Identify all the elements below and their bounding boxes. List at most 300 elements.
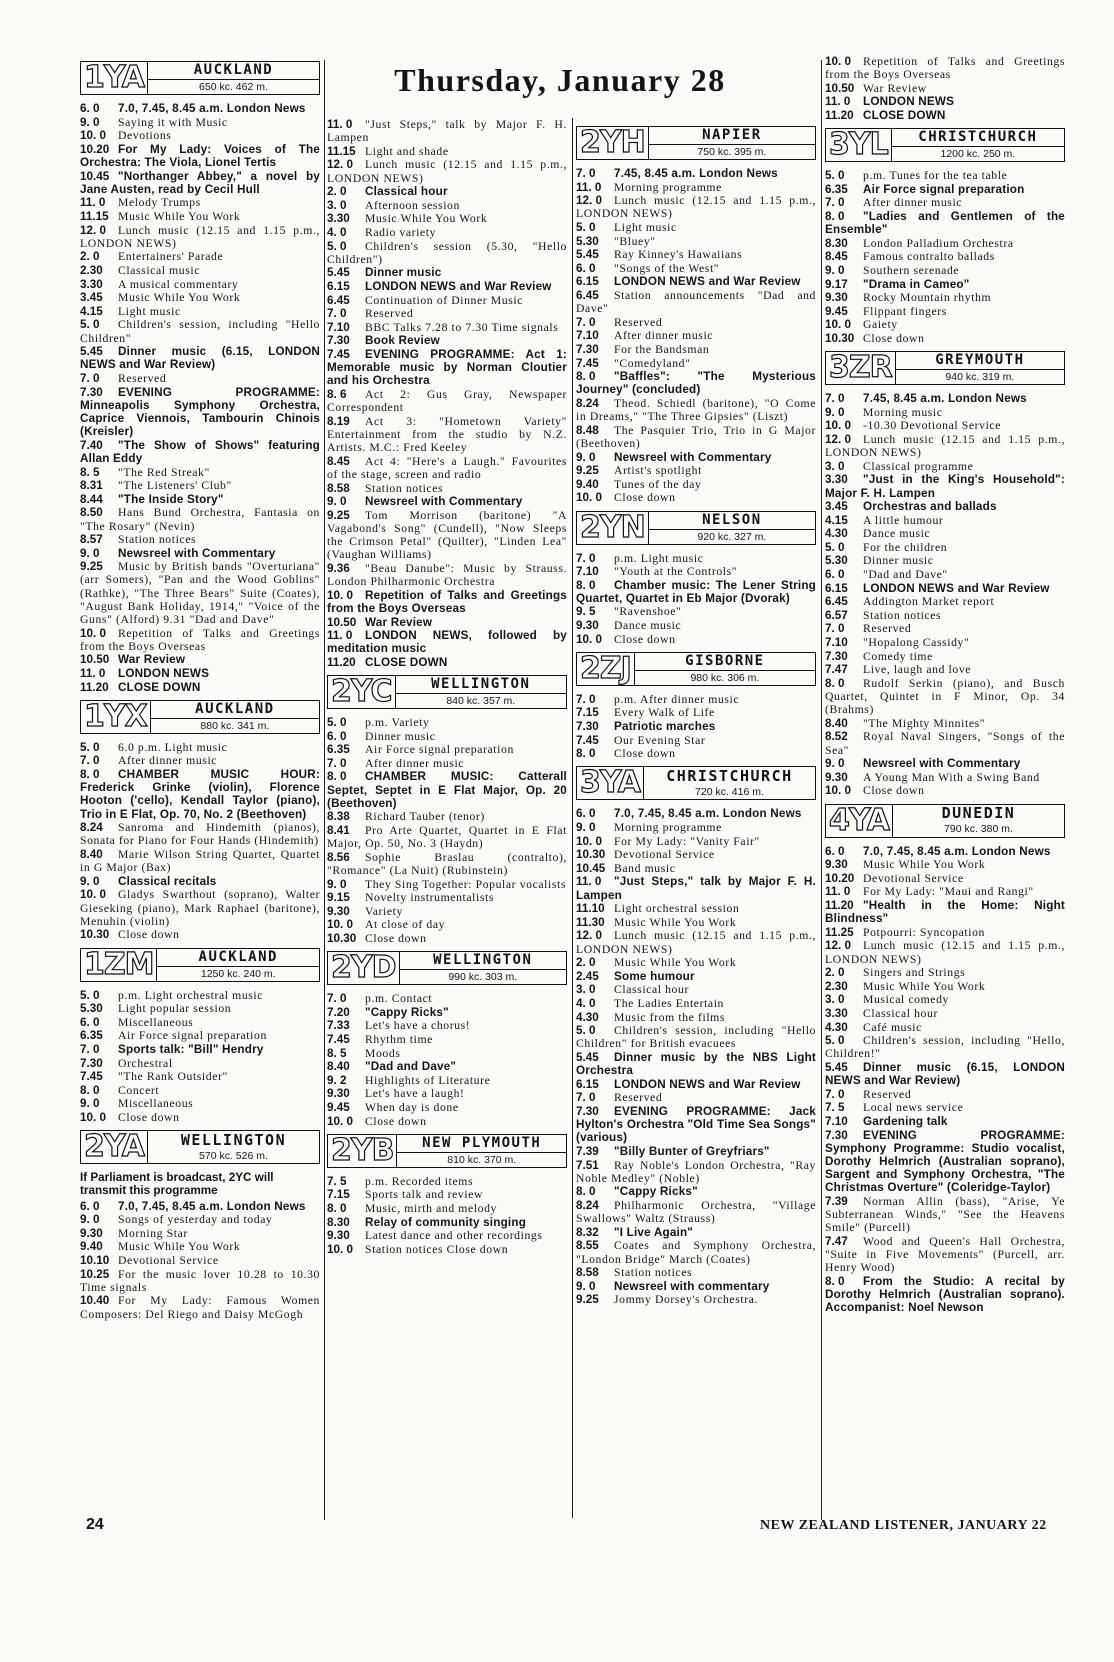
programme-text: War Review xyxy=(365,615,433,629)
programme-text: Close down xyxy=(614,491,676,505)
programme-time: 9. 0 xyxy=(327,495,347,509)
programme-text: "The Red Streak" xyxy=(118,465,210,479)
programme-time: 11.25 xyxy=(825,925,854,939)
programme-time: 2. 0 xyxy=(327,185,347,199)
programme-entry xyxy=(327,307,567,320)
programme-time: 9. 0 xyxy=(825,405,845,419)
station-city: NEW PLYMOUTH xyxy=(397,1135,566,1153)
programme-entry xyxy=(327,1006,567,1019)
programme-time: 9. 0 xyxy=(576,1279,596,1293)
programme-time: 8. 0 xyxy=(80,1083,100,1097)
station-city: CHRISTCHURCH xyxy=(666,766,793,785)
programme-entry xyxy=(327,118,567,144)
programme-text: Station notices xyxy=(614,1266,693,1280)
programme-time: 8. 0 xyxy=(825,209,845,223)
programme-entry xyxy=(576,605,816,618)
programme-time: 7.33 xyxy=(327,1019,350,1033)
programme-time: 5.45 xyxy=(327,266,350,280)
programme-entry xyxy=(825,500,1065,513)
programme-entry xyxy=(80,681,320,694)
programme-time: 9.25 xyxy=(80,560,103,574)
station-info xyxy=(892,805,1064,837)
programme-text: Novelty instrumentalists xyxy=(365,891,494,905)
programme-text: Theod. Schiedl (baritone), "O Come in Dreams," "The Three Gipsies" (Liszt) xyxy=(576,396,816,424)
programme-text: Songs of yesterday and today xyxy=(118,1213,273,1227)
station-logo: 3YA xyxy=(580,767,640,800)
programme-text: "The Inside Story" xyxy=(118,492,224,506)
programme-time: 5. 0 xyxy=(825,1034,845,1048)
programme-text: Sophie Braslau (contralto), "Romance" (La Nuit) (Rubinstein) xyxy=(327,850,567,878)
programme-time: 11.30 xyxy=(576,915,605,929)
programme-time: 6.35 xyxy=(80,1029,103,1043)
programme-entry xyxy=(825,568,1065,581)
programme-text: Light popular session xyxy=(118,1002,232,1016)
programme-text: Melody Trumps xyxy=(118,196,201,210)
programme-entry xyxy=(576,397,816,423)
programme-time: 8.24 xyxy=(80,821,103,835)
programme-text: Royal Naval Singers, "Songs of the Sea" xyxy=(825,730,1065,757)
programme-entry xyxy=(576,835,816,848)
programme-text: Our Evening Star xyxy=(614,733,706,747)
programme-text: Dinner music xyxy=(863,554,934,568)
programme-text: Sports talk: "Bill" Hendry xyxy=(118,1043,264,1057)
programme-time: 2. 0 xyxy=(80,250,100,264)
station-header xyxy=(825,804,1065,838)
programme-time: 7.30 xyxy=(327,334,350,348)
programme-time: 10.40 xyxy=(80,1294,110,1308)
programme-text: Morning music xyxy=(863,405,943,419)
programme-text: Children's session, including "Hello, Children!" xyxy=(825,1034,1065,1061)
programme-entry xyxy=(327,616,567,629)
programme-entry xyxy=(576,1266,816,1279)
programme-time: 10. 0 xyxy=(825,419,851,433)
programme-time: 7.10 xyxy=(576,565,599,579)
programme-entry xyxy=(327,589,567,615)
programme-time: 8. 0 xyxy=(327,1201,347,1215)
programme-entry xyxy=(825,82,1065,95)
programme-text: Dinner music xyxy=(365,729,436,743)
programme-entry xyxy=(80,278,320,291)
programme-time: 11.10 xyxy=(576,902,605,916)
programme-text: Rudolf Serkin (piano), and Busch Quartet, Quintet in F Minor, Op. 34 (Brahms) xyxy=(825,676,1065,717)
programme-time: 7.10 xyxy=(327,320,350,334)
programme-entry xyxy=(576,181,816,194)
programme-time: 9.30 xyxy=(327,1229,350,1243)
station-logo: 2YA xyxy=(84,1131,144,1164)
programme-entry xyxy=(327,294,567,307)
programme-entry xyxy=(825,858,1065,871)
programme-text: Music While You Work xyxy=(118,291,241,305)
programme-entry xyxy=(825,885,1065,898)
programme-entry xyxy=(327,1060,567,1073)
programme-time: 7. 0 xyxy=(80,754,100,768)
programme-text: Light and shade xyxy=(365,144,449,158)
station-header xyxy=(80,948,320,982)
programme-time: 10.45 xyxy=(80,169,110,183)
programme-time: 7. 5 xyxy=(825,1101,845,1115)
programme-time: 5.30 xyxy=(576,234,599,248)
programme-time: 6.45 xyxy=(327,293,350,307)
programme-entry xyxy=(80,928,320,941)
programme-entry xyxy=(80,291,320,304)
station-header xyxy=(327,675,567,709)
column-rule xyxy=(324,60,325,1520)
programme-entry xyxy=(825,332,1065,345)
programme-text: EVENING PROGRAMME: Minneapolis Symphony Orchestra, Caprice Viennois, Tambourin Chinois (Kreisler) xyxy=(80,385,320,439)
programme-time: 9.30 xyxy=(825,770,848,784)
programme-text: 6.0 p.m. Light music xyxy=(118,740,228,754)
programme-entry xyxy=(80,196,320,209)
programme-entry xyxy=(327,851,567,877)
programme-time: 11. 0 xyxy=(327,118,353,131)
programme-time: 8.45 xyxy=(327,454,350,468)
programme-entry xyxy=(80,439,320,465)
programme-time: 10.25 xyxy=(80,1267,110,1281)
programme-entry xyxy=(576,929,816,955)
programme-text: Radio variety xyxy=(365,225,437,239)
station-info xyxy=(150,701,319,733)
programme-text: Air Force signal preparation xyxy=(118,1029,267,1043)
programme-entry xyxy=(825,872,1065,885)
programme-entry xyxy=(327,240,567,266)
station-logo: 2YB xyxy=(331,1134,394,1167)
programme-text: Music While You Work xyxy=(118,209,241,223)
programme-time: 9. 0 xyxy=(80,1097,100,1111)
station-info xyxy=(147,62,319,94)
programme-text: LONDON NEWS, followed by meditation music xyxy=(327,629,567,656)
programme-entry xyxy=(576,451,816,464)
programme-text: Act 4: "Here's a Laugh." Favourites of the stage, screen and radio xyxy=(327,454,567,481)
programme-text: Morning programme xyxy=(614,180,722,194)
programme-text: Music While You Work xyxy=(118,1240,241,1254)
programme-text: Music by British bands "Overturiana" (arr Somers), "Pan and the Wood Goblins" (Rathke), "The Three Bears" Suite (Coates), "August Bank Holiday, 1914," "Voice of the Guns" (Alford) 9.31 "Dad and Dave" xyxy=(80,560,320,627)
station-header xyxy=(80,61,320,95)
programme-time: 8. 6 xyxy=(327,387,347,401)
programme-time: 8.40 xyxy=(825,716,848,730)
programme-text: "Ravenshoe" xyxy=(614,605,682,619)
station-frequency: 920 kc. 327 m. xyxy=(697,530,767,543)
programme-time: 11.20 xyxy=(825,898,854,912)
programme-time: 5. 0 xyxy=(80,988,100,1002)
programme-text: For the music lover 10.28 to 10.30 Time signals xyxy=(80,1267,320,1294)
programme-entry xyxy=(327,321,567,334)
programme-text: Philharmonic Orchestra, "Village Swallows" Waltz (Strauss) xyxy=(576,1198,816,1226)
programme-text: Lunch music (12.15 and 1.15 p.m., LONDON NEWS) xyxy=(576,194,816,221)
programme-text: Lunch music (12.15 and 1.15 p.m., LONDON NEWS) xyxy=(825,939,1065,966)
programme-time: 8.52 xyxy=(825,730,848,744)
programme-time: 4.30 xyxy=(825,527,848,541)
programme-text: p.m. Contact xyxy=(365,992,433,1006)
programme-time: 7.30 xyxy=(80,385,103,399)
programme-entry xyxy=(825,527,1065,540)
programme-entry xyxy=(825,1235,1065,1275)
programme-entry xyxy=(825,595,1065,608)
station-frequency: 840 kc. 357 m. xyxy=(446,695,516,708)
programme-time: 9.40 xyxy=(576,477,599,491)
programme-text: Reserved xyxy=(365,307,414,321)
station-city: AUCKLAND xyxy=(157,949,319,967)
programme-text: Music While You Work xyxy=(863,979,986,993)
programme-time: 10. 0 xyxy=(825,55,851,68)
programme-text: Miscellaneous xyxy=(118,1097,194,1111)
programme-entry xyxy=(576,289,816,315)
programme-text: "Baffles": "The Mysterious Journey" (concluded) xyxy=(576,370,816,397)
programme-time: 3. 0 xyxy=(825,459,845,473)
programme-entry xyxy=(80,560,320,626)
programme-text: When day is done xyxy=(365,1100,459,1114)
programme-time: 10. 0 xyxy=(825,784,851,798)
programme-entry xyxy=(576,1024,816,1050)
programme-text: "Drama in Cameo" xyxy=(863,277,970,291)
programme-text: A little humour xyxy=(863,513,944,527)
programme-text: Act 3: "Hometown Variety" Entertainment from the studio by N.Z. Artists. M.C.: Fred Keeley xyxy=(327,414,567,455)
programme-text: -10.30 Devotional Service xyxy=(863,419,1002,433)
programme-time: 9.36 xyxy=(327,561,350,575)
programme-entry xyxy=(576,329,816,342)
station-frequency: 750 kc. 395 m. xyxy=(697,146,767,158)
station-header xyxy=(327,1134,567,1168)
programme-time: 7.45 xyxy=(576,356,599,370)
programme-time: 9.30 xyxy=(825,291,848,305)
programme-entry xyxy=(80,754,320,767)
station-header xyxy=(576,126,816,160)
station-header xyxy=(327,951,567,985)
programme-time: 7.10 xyxy=(576,329,599,343)
station-logo: 2YD xyxy=(331,952,396,985)
programme-text: Reserved xyxy=(614,315,663,329)
programme-text: Dance music xyxy=(863,527,931,541)
programme-text: "Beau Danube": Music by Strauss. London Philharmonic Orchestra xyxy=(327,561,567,589)
programme-text: Light music xyxy=(118,304,181,318)
programme-entry xyxy=(80,1200,320,1213)
programme-time: 7. 0 xyxy=(576,315,596,329)
programme-text: A Young Man With a Swing Band xyxy=(863,770,1040,784)
programme-entry xyxy=(80,1240,320,1253)
programme-text: "Just Steps," talk by Major F. H. Lampen xyxy=(327,118,567,145)
programme-time: 7.45 xyxy=(327,347,350,361)
programme-entry xyxy=(825,55,1065,81)
programme-time: 6.35 xyxy=(825,182,848,196)
programme-time: 6. 0 xyxy=(80,102,100,115)
programme-entry xyxy=(327,495,567,508)
programme-time: 4. 0 xyxy=(576,996,596,1010)
programme-time: 9.25 xyxy=(576,1293,599,1307)
programme-entry xyxy=(576,552,816,565)
programme-text: Morning Star xyxy=(118,1226,188,1240)
programme-entry xyxy=(825,95,1065,108)
programme-time: 7.51 xyxy=(576,1158,599,1172)
programme-time: 9. 0 xyxy=(80,874,100,888)
programme-time: 4.15 xyxy=(80,304,103,318)
programme-time: 12. 0 xyxy=(825,939,851,953)
programme-time: 7. 0 xyxy=(80,371,100,385)
programme-time: 8. 0 xyxy=(576,370,596,384)
programme-text: "Songs of the West" xyxy=(614,261,720,275)
station-info xyxy=(156,949,319,981)
programme-text: 7.0, 7.45, 8.45 a.m. London News xyxy=(118,1199,306,1213)
programme-entry xyxy=(576,1239,816,1265)
programme-entry xyxy=(576,956,816,969)
programme-time: 8.58 xyxy=(576,1266,599,1280)
station-header xyxy=(576,652,816,686)
programme-entry xyxy=(576,275,816,288)
programme-entry xyxy=(327,1047,567,1060)
programme-text: Classical hour xyxy=(365,185,448,199)
programme-text: Let's have a laugh! xyxy=(365,1087,465,1101)
programme-time: 9.15 xyxy=(327,891,350,905)
programme-entry xyxy=(576,983,816,996)
programme-text: Musical comedy xyxy=(863,993,949,1007)
programme-time: 11.15 xyxy=(327,144,356,158)
programme-time: 10.45 xyxy=(576,861,606,875)
programme-entry xyxy=(327,716,567,729)
programme-text: Sanroma and Hindemith (pianos), Sonata for Piano for Four Hands (Hindemith) xyxy=(80,821,320,848)
programme-text: "Health in the Home: Night Blindness" xyxy=(825,898,1065,926)
programme-entry xyxy=(80,888,320,928)
programme-text: Dinner music (6.15, LONDON NEWS and War Review) xyxy=(80,345,320,372)
programme-entry xyxy=(825,1061,1065,1087)
programme-text: Repetition of Talks and Greetings from the Boys Overseas xyxy=(327,588,567,615)
programme-time: 12. 0 xyxy=(576,929,602,943)
programme-text: 7.45, 8.45 a.m. London News xyxy=(863,392,1027,406)
programme-entry xyxy=(80,493,320,506)
station-logo: 2YC xyxy=(331,676,392,709)
programme-text: Classical recitals xyxy=(118,874,217,888)
programme-entry xyxy=(825,609,1065,622)
programme-text: Marie Wilson String Quartet, Quartet in G Major (Bax) xyxy=(80,848,320,875)
programme-time: 7. 0 xyxy=(825,1087,845,1101)
programme-time: 10.30 xyxy=(825,331,855,345)
station-info xyxy=(396,1135,566,1167)
programme-entry xyxy=(825,1021,1065,1034)
programme-time: 5.45 xyxy=(825,1060,848,1074)
programme-text: Pro Arte Quartet, Quartet in E Flat Major, Op. 50, No. 3 (Haydn) xyxy=(327,824,567,851)
station-header xyxy=(80,1130,320,1164)
programme-time: 7. 0 xyxy=(825,196,845,210)
programme-entry xyxy=(576,747,816,760)
station-logo: 1YX xyxy=(84,700,147,733)
station-frequency: 810 kc. 370 m. xyxy=(447,1153,517,1166)
station-logo: 4YA xyxy=(829,804,889,837)
programme-text: Devotional Service xyxy=(118,1253,219,1267)
programme-entry xyxy=(327,730,567,743)
programme-text: Light music xyxy=(614,220,677,234)
programme-time: 7.30 xyxy=(80,1056,103,1070)
programme-text: "Cappy Ricks" xyxy=(365,1005,449,1019)
programme-entry xyxy=(576,491,816,504)
programme-entry xyxy=(327,891,567,904)
programme-entry xyxy=(576,565,816,578)
programme-entry xyxy=(80,1070,320,1083)
programme-text: Hans Bund Orchestra, Fantasia on "The Rosary" (Nevin) xyxy=(80,506,320,533)
programme-time: 4.30 xyxy=(576,1010,599,1024)
programme-text: Gladys Swarthout (soprano), Walter Gieseking (piano), Mark Raphael (baritone), Menuhin (violin) xyxy=(80,888,320,928)
programme-text: Let's have a chorus! xyxy=(365,1019,471,1033)
programme-text: Dinner music (6.15, LONDON NEWS and War Review) xyxy=(825,1060,1065,1088)
programme-time: 2. 0 xyxy=(825,966,845,980)
programme-entry xyxy=(327,992,567,1005)
programme-text: Richard Tauber (tenor) xyxy=(365,810,485,824)
station-frequency: 650 kc. 462 m. xyxy=(199,81,268,93)
programme-entry xyxy=(576,1051,816,1077)
programme-entry xyxy=(576,343,816,356)
programme-text: Close down xyxy=(365,932,427,946)
programme-time: 6. 0 xyxy=(825,844,845,858)
programme-entry xyxy=(825,1101,1065,1114)
programme-entry xyxy=(80,264,320,277)
programme-time: 3. 0 xyxy=(825,993,845,1007)
column-4 xyxy=(825,55,1065,1315)
programme-entry xyxy=(327,145,567,158)
station-frequency: 990 kc. 303 m. xyxy=(448,971,518,984)
programme-time: 12. 0 xyxy=(825,432,851,446)
programme-time: 5.45 xyxy=(80,345,103,359)
programme-time: 9.25 xyxy=(576,464,599,478)
station-header xyxy=(80,700,320,734)
programme-text: Ray Noble's London Orchestra, "Ray Noble Medley" (Noble) xyxy=(576,1158,816,1185)
column-2 xyxy=(327,118,567,1256)
programme-text: 7.45, 8.45 a.m. London News xyxy=(614,167,778,180)
programme-text: Saying it with Music xyxy=(118,115,228,129)
programme-time: 9. 0 xyxy=(576,450,596,464)
programme-entry xyxy=(80,1029,320,1042)
programme-text: Devotional Service xyxy=(614,848,715,862)
programme-time: 10. 0 xyxy=(327,918,353,932)
programme-entry xyxy=(825,433,1065,459)
programme-time: 10.30 xyxy=(80,928,110,942)
station-info xyxy=(634,653,815,685)
programme-entry xyxy=(825,541,1065,554)
station-logo: 2YH xyxy=(580,127,645,159)
programme-time: 10.10 xyxy=(80,1253,110,1267)
programme-time: 8.40 xyxy=(80,848,103,862)
programme-time: 5.30 xyxy=(825,554,848,568)
programme-entry xyxy=(576,734,816,747)
programme-entry xyxy=(80,848,320,874)
programme-entry xyxy=(327,158,567,184)
station-city: DUNEDIN xyxy=(941,804,1016,823)
programme-entry xyxy=(825,899,1065,925)
programme-text: Tunes of the day xyxy=(614,477,702,491)
programme-text: p.m. Light music xyxy=(614,551,704,565)
programme-text: Music While You Work xyxy=(614,956,737,970)
programme-time: 9.40 xyxy=(80,1240,103,1254)
programme-time: 9. 5 xyxy=(576,605,596,619)
programme-time: 11. 0 xyxy=(80,196,106,210)
station-header xyxy=(576,766,816,800)
programme-text: Repetition of Talks and Greetings from the Boys Overseas xyxy=(825,55,1065,82)
programme-text: For My Lady: "Vanity Fair" xyxy=(614,834,760,848)
programme-text: Close down xyxy=(118,1111,180,1124)
programme-time: 6. 0 xyxy=(576,261,596,275)
station-logo: 1ZM xyxy=(84,948,154,981)
programme-text: Newsreel with Commentary xyxy=(614,450,772,464)
programme-entry xyxy=(80,1111,320,1124)
programme-text: "Northanger Abbey," a novel by Jane Austen, read by Cecil Hull xyxy=(80,169,320,196)
programme-time: 8.50 xyxy=(80,506,103,520)
programme-time: 9.30 xyxy=(825,858,848,872)
programme-entry xyxy=(327,1074,567,1087)
programme-time: 5. 0 xyxy=(80,740,100,754)
programme-time: 3.30 xyxy=(825,1006,848,1020)
programme-entry xyxy=(825,554,1065,567)
programme-text: Reserved xyxy=(614,1091,663,1105)
programme-entry xyxy=(327,905,567,918)
programme-text: Variety xyxy=(365,904,403,918)
programme-entry xyxy=(825,419,1065,432)
programme-entry xyxy=(327,656,567,669)
programme-entry xyxy=(327,1033,567,1046)
